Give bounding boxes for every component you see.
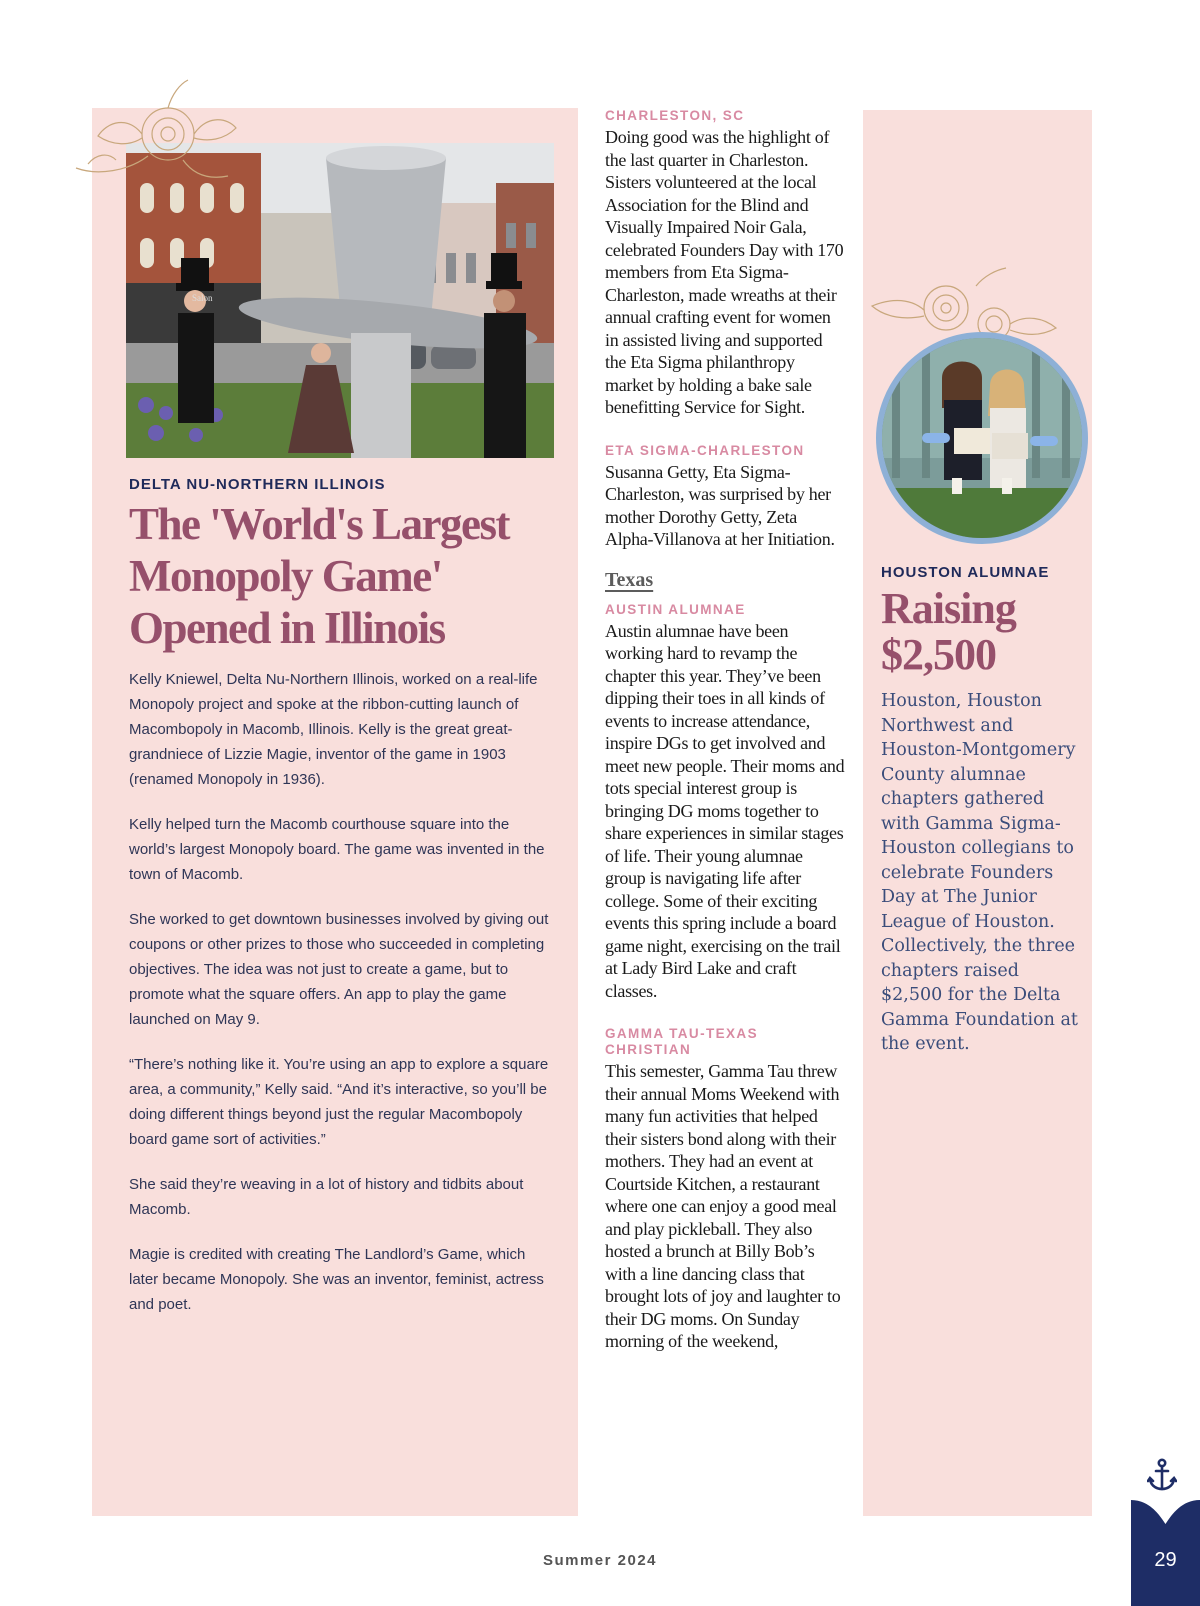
charleston-text: Doing good was the highlight of the last quarter in Charleston. Sisters volunteered at the local Association for the Blind and Visually Impaired Noir Gala, celebrated Founders Day with 170 members from Eta Sigma-Charleston, made wreaths at their annual crafting event for women in assisted living and supported the Eta Sigma philanthropy market by holding a bake sale benefitting Service for Sight.	[605, 127, 844, 417]
charleston-kicker: CHARLESTON, SC	[605, 108, 745, 123]
houston-photo	[876, 332, 1088, 544]
page-number: 29	[1154, 1549, 1177, 1571]
gamma-tau-text: This semester, Gamma Tau threw their annual Moms Weekend with many fun activities that helped their sisters bond along with their mothers. They had an event at Courtside Kitchen, a restaurant where one can enjoy a good meal and play pickleball. They also hosted a brunch at Billy Bob’s with a line dancing class that brought lots of joy and laughter to their DG moms. On Sunday morning of the weekend,	[605, 1061, 841, 1351]
anchor-icon	[1147, 1458, 1177, 1492]
right-body-text: Houston, Houston Northwest and Houston-Montgomery County alumnae chapters gathered with Gamma Sigma-Houston collegians to celebrate Founders Day at The Junior League of Houston. Collectively, the three chapters raised $2,500 for the Delta Gamma Foundation at the event.	[881, 691, 1078, 1054]
eta-sigma-kicker: ETA SIGMA-CHARLESTON	[605, 442, 805, 458]
right-headline: Raising $2,500	[881, 584, 1016, 679]
left-paragraph: “There’s nothing like it. You’re using an app to explore a square area, a community,” Kelly said. “And it’s interactive, so you’ll be doing different things beyond just the regular Macombopoly board game sort of activities.”	[129, 1056, 549, 1148]
left-kicker: DELTA NU-NORTHERN ILLINOIS	[129, 476, 386, 493]
middle-column	[605, 108, 845, 1353]
left-paragraph: Kelly Kniewel, Delta Nu-Northern Illinois, worked on a real-life Monopoly project and spoke at the ribbon-cutting launch of Macombopoly in Macomb, Illinois. Kelly is the great great-grandniece of Lizzie Magie, inventor of the game in 1903 (renamed Monopoly in 1936).	[129, 671, 538, 788]
gamma-tau-kicker: GAMMA TAU-TEXAS CHRISTIAN	[605, 1026, 758, 1057]
left-body	[129, 667, 551, 1337]
left-paragraph: She said they’re weaving in a lot of history and tidbits about Macomb.	[129, 1176, 524, 1218]
left-headline: The 'World's Largest Monopoly Game' Opened in Illinois	[129, 499, 510, 653]
right-kicker: HOUSTON ALUMNAE	[881, 564, 1050, 581]
texas-heading: Texas	[605, 568, 654, 591]
photo-sign-text: Salon	[192, 293, 213, 303]
austin-kicker: AUSTIN ALUMNAE	[605, 601, 746, 617]
left-paragraph: Magie is credited with creating The Landlord’s Game, which later became Monopoly. She was an inventor, feminist, actress and poet.	[129, 1246, 544, 1313]
footer-issue: Summer 2024	[542, 1552, 658, 1569]
austin-text: Austin alumnae have been working hard to revamp the chapter this year. They’ve been dipping their toes in all kinds of events to increase attendance, inspire DGs to get involved and meet new people. Their moms and tots special interest group is bringing DG moms together to share experiences in similar stages of life. Their young alumnae group is navigating life after college. Some of their exciting events this spring include a board game night, exercising on the trail at Lady Bird Lake and craft classes.	[605, 620, 845, 1001]
floral-ornament-left	[68, 76, 248, 191]
eta-sigma-text: Susanna Getty, Eta Sigma-Charleston, was surprised by her mother Dorothy Getty, Zeta Alpha-Villanova at her Initiation.	[605, 461, 835, 549]
left-paragraph: Kelly helped turn the Macomb courthouse square into the world’s largest Monopoly board. The game was invented in the town of Macomb.	[129, 816, 545, 883]
left-paragraph: She worked to get downtown businesses involved by giving out coupons or other prizes to those who succeeded in completing objectives. The idea was not just to create a game, but to promote what the square offers. An app to play the game launched on May 9.	[129, 911, 549, 1028]
